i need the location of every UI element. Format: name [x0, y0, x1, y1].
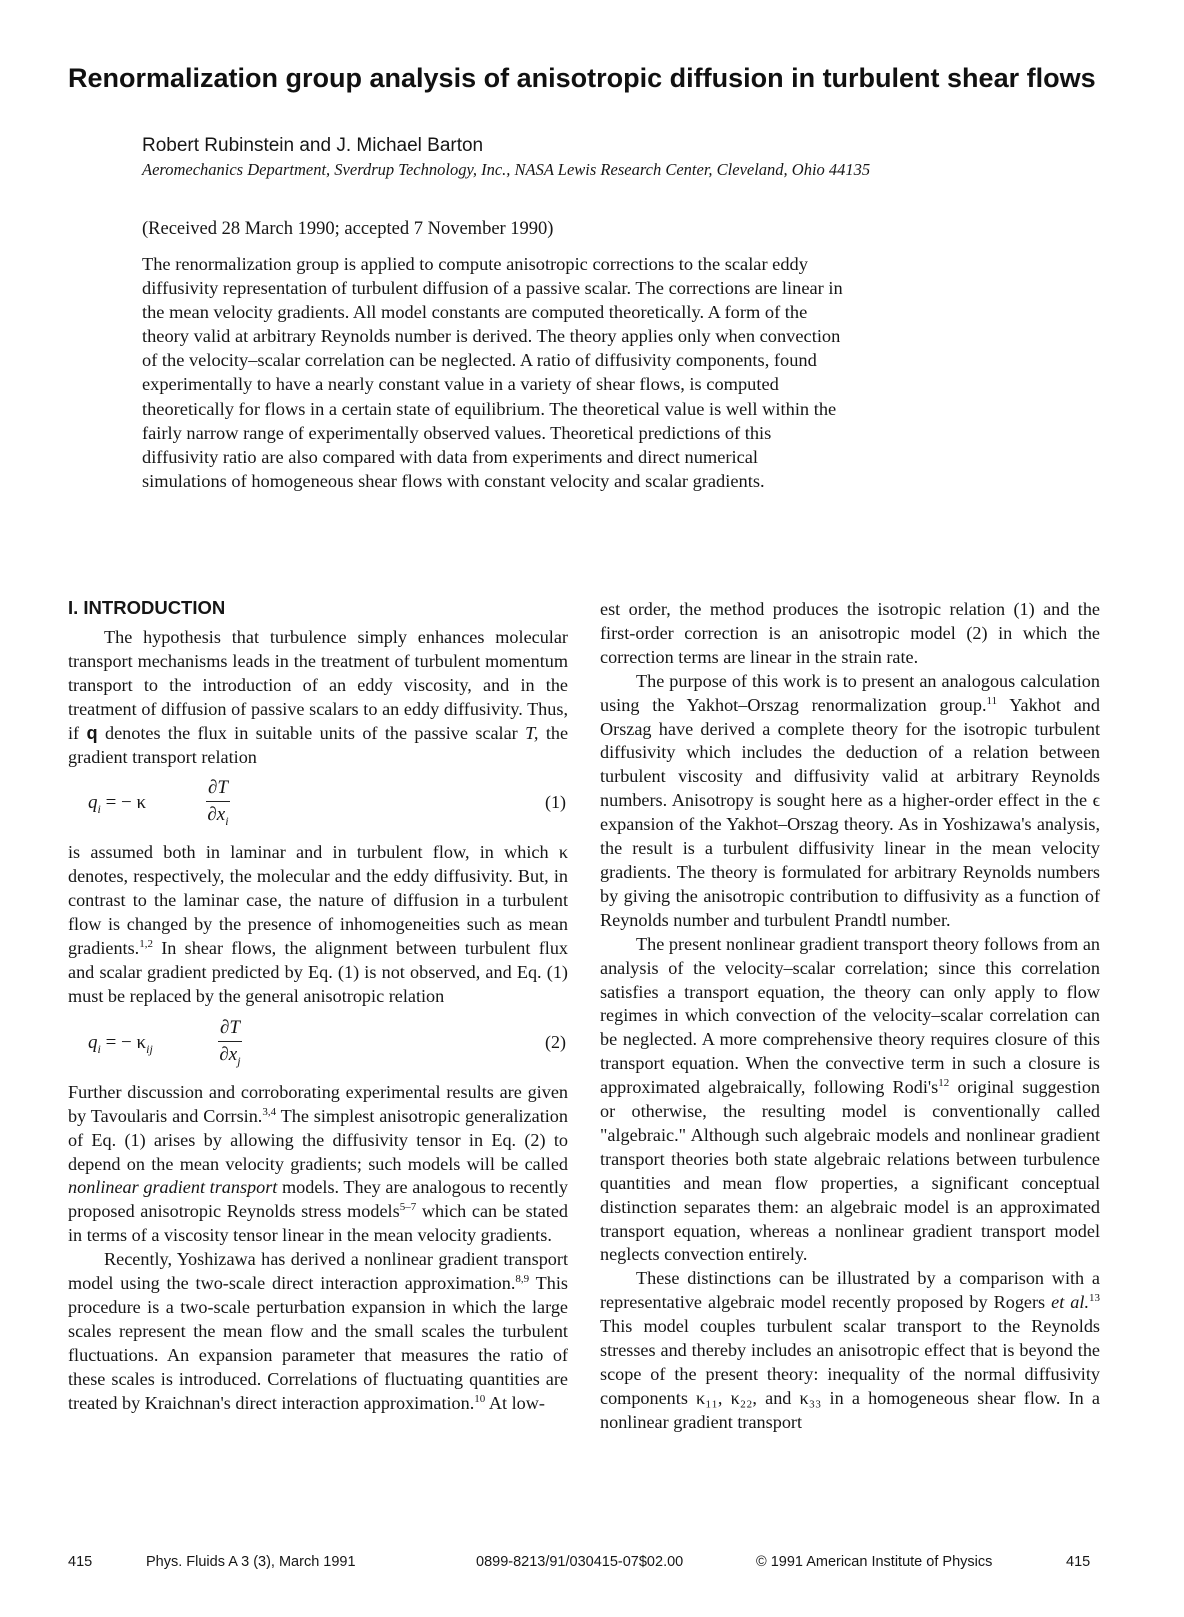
paper-title: Renormalization group analysis of anisotropic diffusion in turbulent shear flows [68, 63, 1096, 93]
abstract-line: The renormalization group is applied to compute anisotropic corrections to the scalar eddy [142, 254, 808, 274]
equation-2: $q_i$ = − $\kappa_{ij}$ $\frac{\partial T}{\partial x_j}$ (2) [88, 1016, 566, 1068]
abstract-line: the mean velocity gradients. All model constants are computed theoretically. A form of the [142, 302, 808, 323]
paragraph: est order, the method produces the isotropic relation (1) and the first-order correction is an anisotropic model (2) in which the correction terms are linear in the strain rate. [600, 599, 1100, 667]
page-number-left: 415 [68, 1554, 93, 1570]
abstract-line: simulations of homogeneous shear flows with constant velocity and scalar gradients. [142, 470, 765, 491]
journal-citation: Phys. Fluids A 3 (3), March 1991 [146, 1554, 356, 1570]
abstract-line: of the velocity–scalar correlation can be neglected. A ratio of diffusivity components, found [142, 350, 817, 371]
left-column [68, 596, 568, 1415]
abstract-line: theoretically for flows in a certain state of equilibrium. The theoretical value is well within the [142, 398, 837, 419]
page-number-right: 415 [1066, 1554, 1091, 1570]
paragraph: Further discussion and corroborating experimental results are given by Tavoularis and Corrsin.$^{3,4}$ The simplest anisotropic generalization of Eq. (1) arises by allowing the diffusivity tensor in Eq. (2) to depend on the mean velocity gradients; such models will be called nonlinear gradient transport models. They are analogous to recently proposed anisotropic Reynolds stress models$^{5-7}$ which can be stated in terms of a viscosity tensor linear in the mean velocity gradients. [68, 1081, 569, 1246]
abstract-line: diffusivity ratio are also compared with data from experiments and direct numerical [142, 446, 759, 467]
paragraph: These distinctions can be illustrated by a comparison with a representative algebraic model recently proposed by Rogers et al.$^{13}$ This model couples turbulent scalar transport to the Reynolds stresses and thereby includes an anisotropic effect that is beyond the scope of the present theory: inequality of the normal diffusivity components κ₁₁, κ₂₂, and κ₃₃ in a homogeneous shear flow. In a nonlinear gradient transport [600, 1268, 1100, 1432]
abstract-line: fairly narrow range of experimentally observed values. Theoretical predictions of this [142, 422, 772, 443]
paragraph: The purpose of this work is to present an analogous calculation using the Yakhot–Orszag renormalization group.$^{11}$ Yakhot and Orszag have derived a complete theory for the isotropic turbulent diffusivity which includes the deduction of a relation between turbulent viscosity and diffusivity valid at arbitrary Reynolds numbers. Anisotropy is sought here as a higher-order effect in the ϵ expansion of the Yakhot–Orszag theory. As in Yoshizawa's analysis, the result is a turbulent diffusivity linear in the mean velocity gradients. The theory is formulated for arbitrary Reynolds numbers by giving the anisotropic contribution to diffusivity as a function of Reynolds number and turbulent Prandtl number. [600, 670, 1100, 930]
equation-number: (1) [545, 792, 566, 813]
paragraph: The present nonlinear gradient transport theory follows from an analysis of the velocity–scalar correlation; since this correlation satisfies a transport equation, the theory can only apply to flow regimes in which convection of the velocity–scalar correlation can be neglected. A more comprehensive theory requires closure of this transport equation. When the convective term in such a closure is approximated algebraically, following $Rodi's^{12}$ original suggestion or otherwise, the resulting model is conventionally called "algebraic." Although such algebraic models and nonlinear gradient transport theories both state algebraic relations between turbulence quantities and mean flow properties, a significant conceptual distinction separates them: an algebraic model is an approximated transport equation, whereas a nonlinear gradient transport model neglects convection entirely. [600, 933, 1101, 1265]
received-dates: (Received 28 March 1990; accepted 7 November 1990) [142, 219, 554, 239]
paragraph: The hypothesis that turbulence simply enhances molecular transport mechanisms leads in the treatment of turbulent momentum transport to the introduction of an eddy viscosity, and in the treatment of diffusion of passive scalars to an eddy diffusivity. Thus, if q denotes the flux in suitable units of the passive scalar T, the gradient transport relation [68, 627, 569, 767]
section-heading: I. INTRODUCTION [68, 597, 226, 618]
paragraph: is assumed both in laminar and in turbulent flow, in which κ denotes, respectively, the molecular and the eddy diffusivity. But, in contrast to the laminar case, the nature of diffusion in a turbulent flow is changed by the presence of inhomogeneities such as mean gradients.$^{1,2}$ In shear flows, the alignment between turbulent flux and scalar gradient predicted by Eq. (1) is not observed, and Eq. (1) must be replaced by the general anisotropic relation [68, 842, 569, 1006]
abstract [142, 252, 982, 493]
abstract-line: theory valid at arbitrary Reynolds number is derived. The theory applies only when convection [142, 326, 841, 347]
equation-number: (2) [545, 1031, 566, 1052]
abstract-line: experimentally to have a nearly constant value in a variety of shear flows, is computed [142, 374, 779, 395]
authors: Robert Rubinstein and J. Michael Barton [142, 135, 484, 156]
paragraph: Recently, Yoshizawa has derived a nonlinear gradient transport model using the two-scale direct interaction approximation.$^{8,9}$ This procedure is a two-scale perturbation expansion in which the large scales represent the mean flow and the small scales the turbulent fluctuations. An expansion parameter that measures the ratio of these scales is introduced. Correlations of fluctuating quantities are treated by Kraichnan's direct interaction approximation.$^{10}$ At low- [68, 1249, 568, 1413]
right-column [600, 598, 1100, 1435]
affiliation: Aeromechanics Department, Sverdrup Technology, Inc., NASA Lewis Research Center, Cleveland, Ohio 44135 [142, 160, 871, 179]
article-code: 0899-8213/91/030415-07$02.00 [476, 1554, 684, 1570]
copyright: © 1991 American Institute of Physics [756, 1554, 993, 1570]
equation-1: $q_i$ = − κ $\frac{\partial T}{\partial x_i}$ (1) [88, 777, 566, 829]
abstract-line: diffusivity representation of turbulent diffusion of a passive scalar. The corrections are linear in [142, 278, 843, 299]
